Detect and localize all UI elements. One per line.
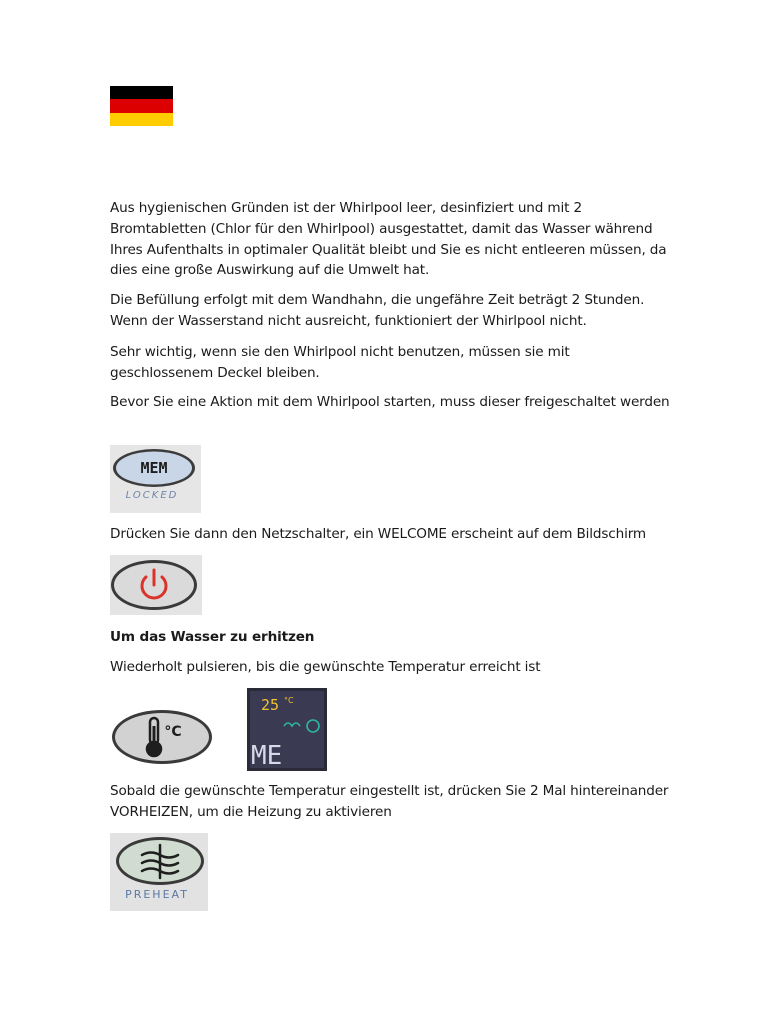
- mem-locked-button-image: [110, 445, 201, 513]
- temperature-button-image: [110, 708, 214, 766]
- power-paragraph: Drücken Sie dann den Netzschalter, ein WELCOME erscheint auf dem Bildschirm: [110, 526, 647, 542]
- display-unit: °C: [284, 696, 294, 705]
- celsius-label: °C: [164, 724, 182, 740]
- preheat-paragraph: Sobald die gewünschte Temperatur eingestellt ist, drücken Sie 2 Mal hintereinander VORHEIZEN, um die Heizung zu aktivieren: [110, 783, 669, 820]
- display-temperature: 25: [261, 696, 280, 714]
- temperature-paragraph: Wiederholt pulsieren, bis die gewünschte Temperatur erreicht ist: [110, 659, 541, 675]
- preheat-label: PREHEAT: [125, 888, 189, 901]
- locked-label: LOCKED: [125, 490, 179, 501]
- display-text: ME: [251, 741, 283, 771]
- cover-paragraph: Sehr wichtig, wenn sie den Whirlpool nicht benutzen, müssen sie mit geschlossenem Deckel bleiben.: [110, 344, 570, 381]
- control-display-image: [247, 688, 327, 771]
- unlock-paragraph: Bevor Sie eine Aktion mit dem Whirlpool starten, muss dieser freigeschaltet werden: [110, 394, 670, 410]
- heating-heading: Um das Wasser zu erhitzen: [110, 629, 315, 645]
- preheat-button-image: [110, 833, 208, 911]
- german-flag-icon: [110, 86, 173, 126]
- mem-label: MEM: [140, 459, 168, 477]
- power-button-image: [110, 555, 202, 615]
- intro-paragraph: Aus hygienischen Gründen ist der Whirlpool leer, desinfiziert und mit 2 Bromtabletten (Chlor für den Whirlpool) ausgestattet, damit das Wasser während Ihres Aufenthalts in optimaler Qualität bleibt und Sie es nicht entleeren müssen, da dies eine große Auswirkung auf die Umwelt hat.: [110, 200, 667, 279]
- filling-paragraph: Die Befüllung erfolgt mit dem Wandhahn, die ungefähre Zeit beträgt 2 Stunden. Wenn der Wasserstand nicht ausreicht, funktioniert der Whirlpool nicht.: [110, 292, 645, 329]
